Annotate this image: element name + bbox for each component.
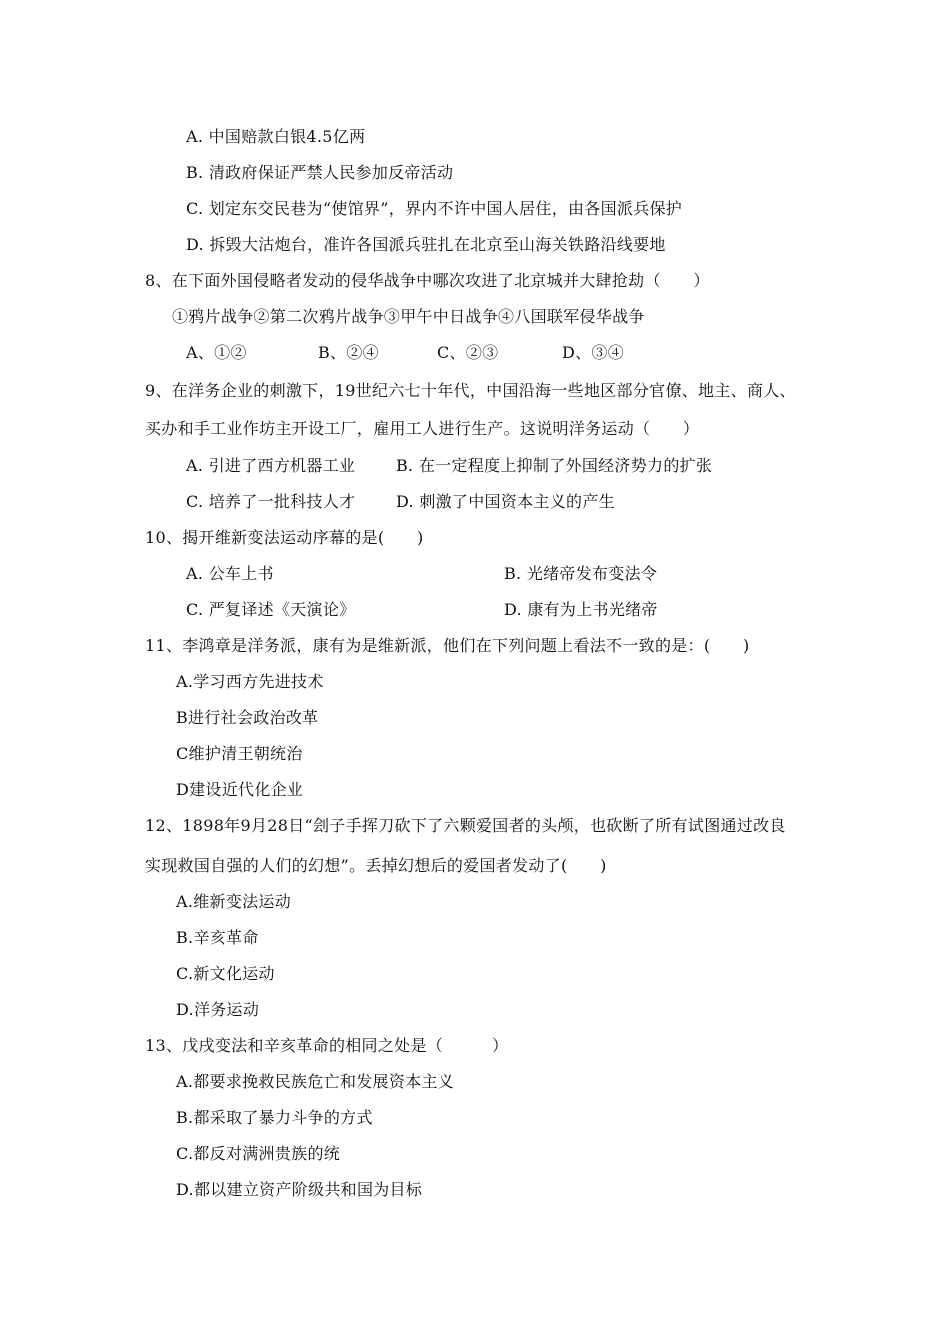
q10-option-c: C. 严复译述《天演论》	[186, 600, 356, 619]
q8-option-b: B、②④	[318, 343, 379, 362]
q11-stem: 11、李鸿章是洋务派，康有为是维新派，他们在下列问题上看法不一致的是：( )	[145, 636, 750, 655]
q13-stem: 13、戊戌变法和辛亥革命的相同之处是（ ）	[145, 1036, 509, 1055]
q12-option-c: C.新文化运动	[176, 964, 275, 983]
q7-option-c: C. 划定东交民巷为“使馆界”，界内不许中国人居住，由各国派兵保护	[186, 199, 683, 218]
q12-stem-line2: 实现救国自强的人们的幻想”。丢掉幻想后的爱国者发动了( )	[145, 856, 607, 875]
q13-option-b: B.都采取了暴力斗争的方式	[176, 1108, 373, 1127]
q8-option-c: C、②③	[437, 343, 499, 362]
q13-option-a: A.都要求挽救民族危亡和发展资本主义	[176, 1072, 455, 1091]
q8-list: ①鸦片战争②第二次鸦片战争③甲午中日战争④八国联军侵华战争	[172, 307, 645, 326]
q7-option-d: D. 拆毁大沽炮台，准许各国派兵驻扎在北京至山海关铁路沿线要地	[186, 235, 666, 254]
q10-option-b: B. 光绪帝发布变法令	[504, 564, 658, 583]
q13-option-d: D.都以建立资产阶级共和国为目标	[176, 1180, 423, 1199]
q11-option-b: B进行社会政治改革	[176, 708, 319, 727]
q9-option-a: A. 引进了西方机器工业	[186, 456, 356, 475]
q12-option-a: A.维新变法运动	[176, 892, 292, 911]
q12-option-b: B.辛亥革命	[176, 928, 259, 947]
q10-stem: 10、揭开维新变法运动序幕的是( )	[145, 528, 424, 547]
q7-option-b: B. 清政府保证严禁人民参加反帝活动	[186, 163, 454, 182]
q9-option-b: B. 在一定程度上抑制了外国经济势力的扩张	[396, 456, 713, 475]
q8-option-a: A、①②	[186, 343, 247, 362]
q9-option-c: C. 培养了一批科技人才	[186, 492, 356, 511]
q9-option-d: D. 刺激了中国资本主义的产生	[396, 492, 615, 511]
q8-option-d: D、③④	[562, 343, 625, 362]
q7-option-a: A. 中国赔款白银4.5亿两	[186, 127, 366, 146]
q10-option-a: A. 公车上书	[186, 564, 274, 583]
q11-option-c: C维护清王朝统治	[176, 744, 303, 763]
q13-option-c: C.都反对满洲贵族的统	[176, 1144, 341, 1163]
q8-stem: 8、在下面外国侵略者发动的侵华战争中哪次攻进了北京城并大肆抢劫（ ）	[145, 271, 710, 290]
q10-option-d: D. 康有为上书光绪帝	[504, 600, 658, 619]
q12-stem-line1: 12、1898年9月28日“刽子手挥刀砍下了六颗爱国者的头颅，也砍断了所有试图通过改良	[145, 816, 786, 835]
q11-option-d: D建设近代化企业	[176, 780, 304, 799]
q9-stem-line2: 买办和手工业作坊主开设工厂，雇用工人进行生产。这说明洋务运动（ ）	[145, 419, 700, 438]
q9-stem-line1: 9、在洋务企业的刺激下，19世纪六七十年代，中国沿海一些地区部分官僚、地主、商人、	[145, 381, 796, 400]
q12-option-d: D.洋务运动	[176, 1000, 260, 1019]
q11-option-a: A.学习西方先进技术	[176, 672, 324, 691]
